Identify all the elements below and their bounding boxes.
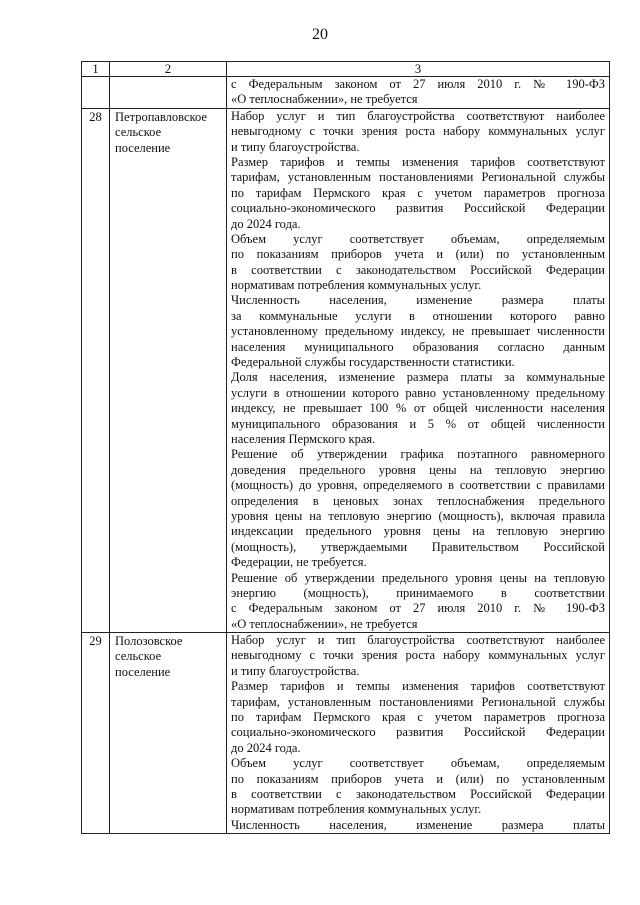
text-line: населения Пермского края. [231, 431, 376, 446]
text-line: уровня цены на тепловую энергию (мощность), включая правила [231, 508, 605, 523]
text-line: установленному предельному индексу, не превышает численности [231, 324, 605, 339]
table-header-row [82, 62, 610, 77]
row-number-cell [82, 77, 110, 109]
text-line: Набор услуг и тип благоустройства соответствуют наиболее [231, 108, 605, 123]
text-line: Решение об утверждении предельного уровня цены на тепловую [231, 570, 605, 585]
text-line: муниципального образования и 5 % от общей численности [231, 416, 605, 431]
text-line: (мощность) до уровня, определяемого в соответствии с правилами [231, 478, 605, 493]
settlement-name-line: сельское [115, 125, 162, 140]
text-line: с Федеральным законом от 27 июля 2010 г. № 190-ФЗ [231, 77, 605, 91]
text-line: до 2024 года. [231, 740, 301, 755]
text-line: тарифам, установленным постановлениями Региональной службы [231, 694, 605, 709]
text-line: нормативам потребления коммунальных услуг. [231, 802, 482, 817]
text-line: Размер тарифов и темпы изменения тарифов соответствуют [231, 679, 605, 694]
continuation-row [82, 77, 610, 109]
row-text-cell [227, 77, 610, 109]
text-line: по показаниям приборов учета и (или) по установленным [231, 771, 605, 786]
text-line: в соответствии с законодательством Российской Федерации [231, 786, 605, 801]
settlement-name-line: Полозовское [115, 634, 183, 649]
header-cell-2: 2 [110, 62, 227, 77]
settlement-name-line: поселение [115, 664, 171, 679]
text-line: по тарифам Пермского края с учетом параметров прогноза [231, 710, 605, 725]
row-number-cell: 29 [82, 633, 110, 834]
text-line: Доля населения, изменение размера платы за коммунальные [231, 370, 605, 385]
settlement-name-line: сельское [115, 649, 162, 664]
text-line: и типу благоустройства. [231, 663, 360, 678]
settlement-name-line: Петропавловское [115, 109, 207, 124]
settlement-name-cell [110, 108, 227, 632]
row-text-cell [227, 108, 610, 632]
text-line: Набор услуг и тип благоустройства соответствуют наиболее [231, 633, 605, 648]
text-line: невыгодному с точки зрения роста набору коммунальных услуг [231, 648, 605, 663]
row-name-cell [110, 77, 227, 109]
text-line: за коммунальные услуги в отношении которого равно [231, 308, 605, 323]
text-line: с Федеральным законом от 27 июля 2010 г. № 190-ФЗ [231, 601, 605, 616]
settlement-name-cell [110, 633, 227, 834]
text-line: Федерации, не требуется. [231, 555, 367, 570]
text-line: индексу, не превышает 100 % от общей численности населения [231, 401, 605, 416]
text-line: Решение об утверждении графика поэтапного равномерного [231, 447, 605, 462]
header-cell-3: 3 [227, 62, 610, 77]
page-number: 20 [312, 26, 328, 43]
document-table [81, 61, 610, 834]
text-line: социально-экономического развития Российской Федерации [231, 201, 605, 216]
text-line: Объем услуг соответствует объемам, определяемым [231, 756, 605, 771]
text-line: (мощность), утверждаемыми Правительством Российской [231, 539, 605, 554]
header-cell-1: 1 [82, 62, 110, 77]
text-line: и типу благоустройства. [231, 139, 360, 154]
text-line: доведения предельного уровня цены на тепловую энергию [231, 462, 605, 477]
text-line: невыгодному с точки зрения роста набору коммунальных услуг [231, 124, 605, 139]
row-number-cell: 28 [82, 108, 110, 632]
table-row-28 [82, 108, 610, 632]
text-line: «О теплоснабжении», не требуется [231, 616, 418, 631]
text-line: «О теплоснабжении», не требуется [231, 92, 418, 107]
text-line: Численность населения, изменение размера платы [231, 817, 605, 832]
text-line: в соответствии с законодательством Российской Федерации [231, 262, 605, 277]
text-line: Объем услуг соответствует объемам, определяемым [231, 231, 605, 246]
text-line: услуги в отношении которого равно установленному предельному [231, 385, 605, 400]
text-line: социально-экономического развития Российской Федерации [231, 725, 605, 740]
text-line: Федеральной службы государственности статистики. [231, 355, 515, 370]
text-line: Численность населения, изменение размера платы [231, 293, 605, 308]
text-line: нормативам потребления коммунальных услуг. [231, 278, 482, 293]
text-line: по показаниям приборов учета и (или) по установленным [231, 247, 605, 262]
text-line: энергию (мощность), принимаемого в соответствии [231, 585, 605, 600]
text-line: определения в ценовых зонах теплоснабжения предельного [231, 493, 605, 508]
text-line: тарифам, установленным постановлениями Региональной службы [231, 170, 605, 185]
row-text-cell [227, 633, 610, 834]
text-line: до 2024 года. [231, 216, 301, 231]
settlement-name-line: поселение [115, 140, 171, 155]
text-line: населения муниципального образования согласно данным [231, 339, 605, 354]
text-line: Размер тарифов и темпы изменения тарифов соответствуют [231, 154, 605, 169]
table-row-29 [82, 633, 610, 834]
text-line: индексации предельного уровня цены на тепловую энергию [231, 524, 605, 539]
text-line: по тарифам Пермского края с учетом параметров прогноза [231, 185, 605, 200]
